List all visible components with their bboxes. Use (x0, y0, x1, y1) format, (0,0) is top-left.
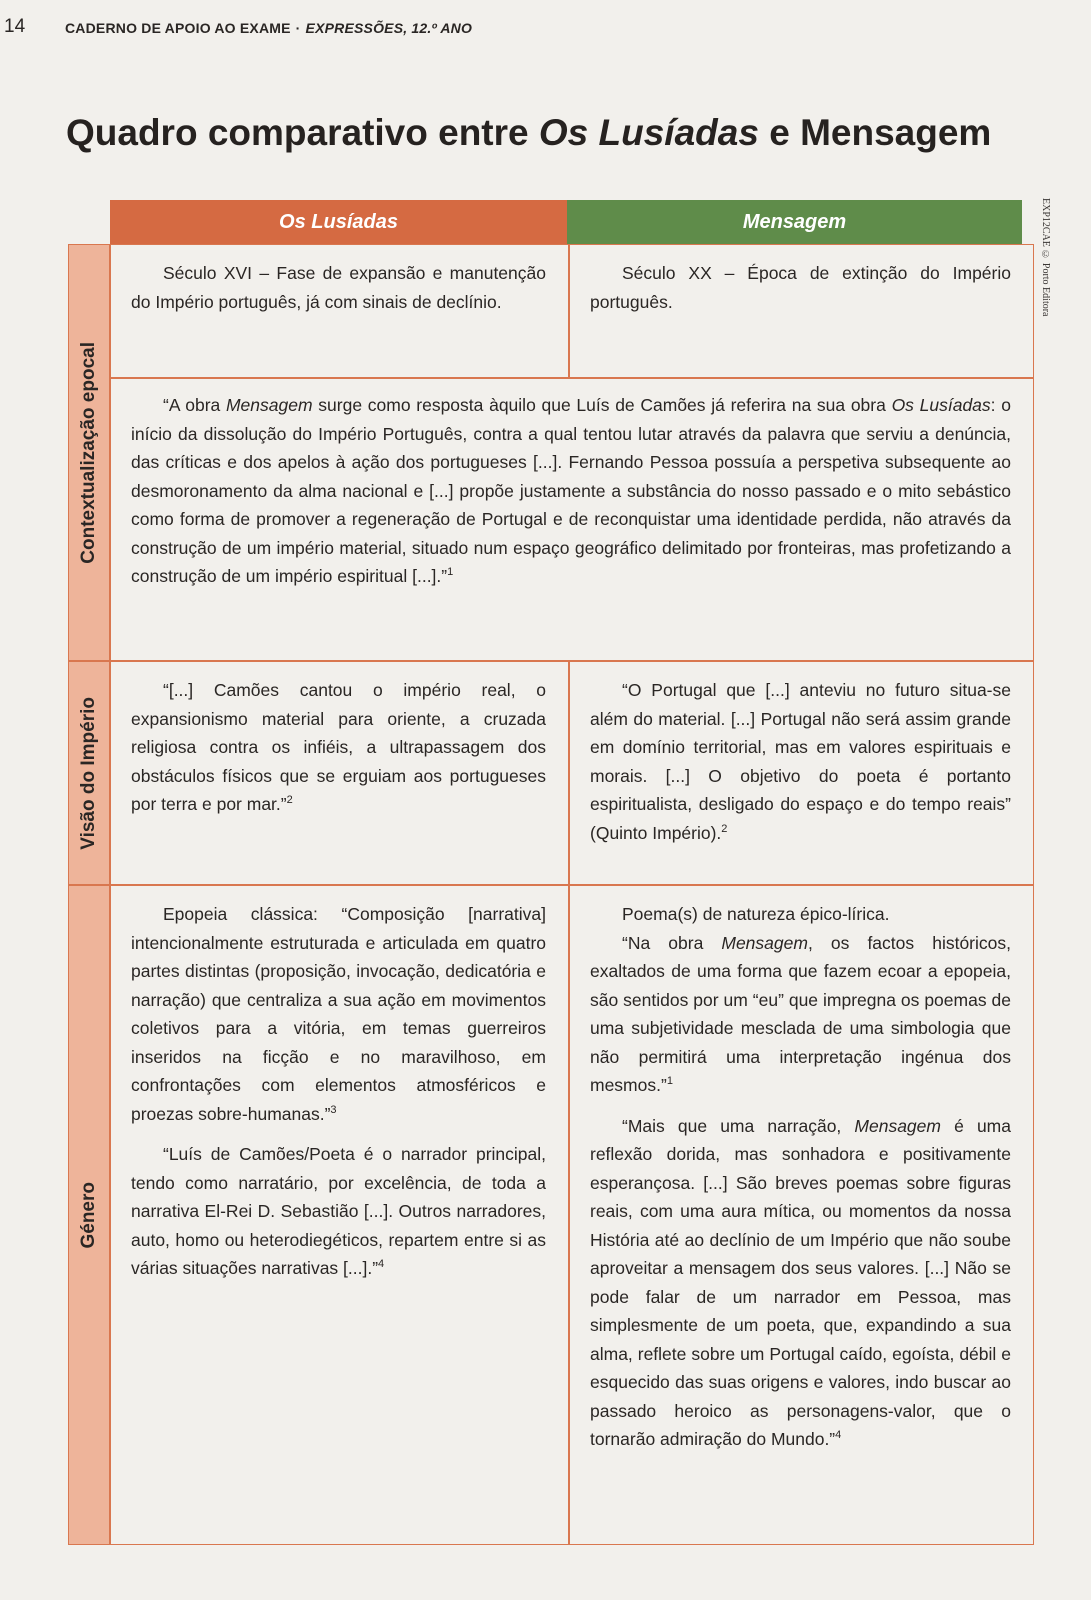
column-header-mensagem: Mensagem (567, 200, 1022, 244)
comparison-table (68, 200, 1034, 1545)
row-label-context: Contextualização epocal (68, 244, 110, 661)
column-header-lusiadas: Os Lusíadas (110, 200, 567, 244)
row-label-vision: Visão do Império (68, 661, 110, 885)
row-context (68, 244, 1034, 661)
cell-context-mensagem: Século XX – Época de extinção do Império português. (569, 244, 1034, 378)
title-work1: Os Lusíadas (538, 112, 759, 153)
running-title (65, 20, 472, 36)
row-label-genre: Género (68, 885, 110, 1545)
subject-name: EXPRESSÕES, 12.º ANO (305, 20, 473, 36)
separator: · (295, 20, 301, 36)
cell-context-quote: “A obra Mensagem surge como resposta àquilo que Luís de Camões já referira na sua obra Os Lusíadas: o início da dissolução do Império Português, contra a qual tentou lutar através da palavra que serviu a denúncia, das críticas e dos apelos à ação dos portugueses [...]. Fernando Pessoa possuía a perspetiva subsequente ao desmoronamento da alma nacional e [...] propõe justamente a substância do nosso passado e o mito sebástico como forma de promover a regeneração de Portugal e de reconquistar uma identidade perdida, não através da construção de um império material, situado num espaço geográfico delimitado por fronteiras, mas profetizando a construção de um império espiritual [...].”$^1$ (110, 378, 1034, 661)
row-vision (68, 661, 1034, 885)
title-middle: e (758, 112, 801, 153)
page-number: 14 (4, 16, 26, 37)
page-title (66, 112, 991, 154)
book-name: CADERNO DE APOIO AO EXAME (65, 20, 291, 36)
cell-genre-mensagem: Poema(s) de natureza épico-lírica. “Na obra Mensagem, os factos históricos, exaltados de uma forma que fazem ecoar a epopeia, são sentidos por um “eu” que impregna os poemas de uma subjetividade mesclada de uma simbologia que não permitirá uma interpretação ingénua dos mesmos.”$^1$ “Mais que uma narração, Mensagem é uma reflexão dorida, mas sonhadora e positivamente esperançosa. [...] São breves poemas sobre figuras reais, com uma aura mítica, ou momentos da nossa História até ao declínio de um Império que não soube aproveitar a mensagem dos seus valores. [...] Não se pode falar de um narrador em Pessoa, mas simplesmente de um poeta, que, expandindo a sua alma, reflete sobre um Portugal caído, egoísta, débil e esquecido das suas origens e valores, indo buscar ao passado heroico as personagens-valor, que o tornarão admiração do Mundo.”$^4$ (569, 885, 1034, 1545)
cell-genre-lusiadas: Epopeia clássica: “Composição [narrativa] intencionalmente estruturada e articulada em quatro partes distintas (proposição, invocação, dedicatória e narração) que centraliza a sua ação em movimentos coletivos para a vitória, em temas guerreiros inseridos na ficção e no maravilhoso, em confrontações com elementos atmosféricos e proezas sobre-humanas.”$^3$ “Luís de Camões/Poeta é o narrador principal, tendo como narratário, por excelência, de toda a narrativa El-Rei D. Sebastião [...]. Outros narradores, auto, homo ou heterodiegéticos, repartem entre si as várias situações narrativas [...].”$^4$ (110, 885, 569, 1545)
title-prefix: Quadro comparativo entre (66, 112, 539, 153)
cell-context-lusiadas: Século XVI – Fase de expansão e manutenção do Império português, já com sinais de declínio. (110, 244, 569, 378)
cell-vision-lusiadas: “[...] Camões cantou o império real, o expansionismo material para oriente, a cruzada religiosa contra os infiéis, a ultrapassagem dos obstáculos físicos que se erguiam aos portugueses por terra e por mar.”$^2$ (110, 661, 569, 885)
cell-vision-mensagem: “O Portugal que [...] anteviu no futuro situa-se além do material. [...] Portugal não será assim grande em domínio territorial, mas em valores espirituais e morais. [...] O objetivo do poeta é portanto espiritualista, desligado do espaço e do tempo reais” (Quinto Império).$^2$ (569, 661, 1034, 885)
title-work2: Mensagem (800, 112, 992, 153)
row-genre (68, 885, 1034, 1545)
side-credit: EXP12CAE © Porto Editora (1040, 198, 1051, 317)
